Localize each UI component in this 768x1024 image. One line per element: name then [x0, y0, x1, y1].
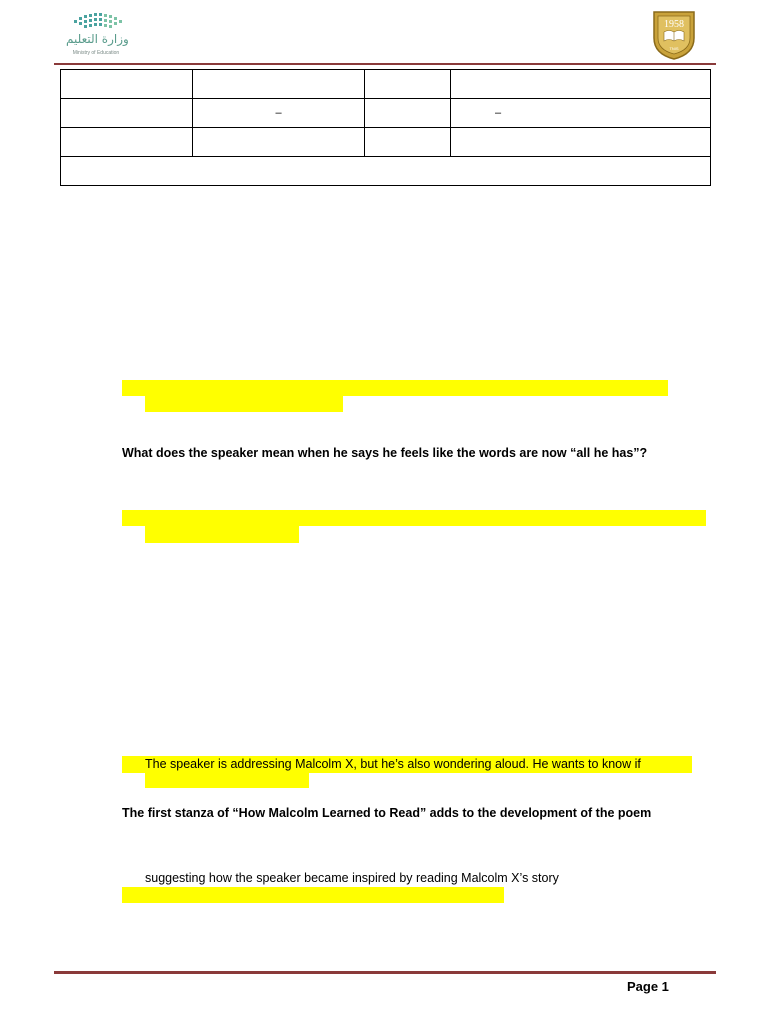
- table-cell: –: [193, 99, 365, 128]
- ministry-name-english: Ministry of Education: [72, 50, 120, 56]
- info-table: [60, 69, 711, 186]
- highlight-bar: [145, 526, 299, 543]
- answer-line-1: The speaker is addressing Malcolm X, but he’s also wondering aloud. He wants to know if: [145, 757, 641, 771]
- table-row: [61, 128, 711, 157]
- table-cell: [61, 157, 711, 186]
- ministry-name-arabic: وزارة التعليم: [66, 32, 129, 46]
- table-row: [61, 157, 711, 186]
- highlight-bar: [122, 380, 668, 396]
- table-cell: [451, 128, 711, 157]
- highlight-bar: [122, 887, 504, 903]
- footer-rule: [54, 971, 716, 974]
- highlight-bar: [145, 773, 309, 788]
- school-seal-icon: [650, 8, 698, 60]
- table-cell: [451, 70, 711, 99]
- table-cell: [365, 70, 451, 99]
- highlight-bar: [122, 510, 706, 526]
- header-rule: [54, 63, 716, 65]
- table-cell: [61, 70, 193, 99]
- page-number: Page 1: [627, 979, 669, 994]
- table-cell: –: [451, 99, 711, 128]
- table-cell: [193, 128, 365, 157]
- question-2: The first stanza of “How Malcolm Learned to Read” adds to the development of the poem: [122, 806, 652, 820]
- seal-caption: TNIS: [669, 46, 679, 51]
- table-cell: [365, 128, 451, 157]
- table-cell: [61, 128, 193, 157]
- table-cell: [365, 99, 451, 128]
- table-row: [61, 70, 711, 99]
- highlight-bar: [145, 396, 343, 412]
- question-1: What does the speaker mean when he says he feels like the words are now “all he has”?: [122, 446, 648, 460]
- table-cell: [193, 70, 365, 99]
- table-cell: [61, 99, 193, 128]
- ministry-logo: [66, 12, 128, 62]
- logo-dots-icon: [74, 12, 122, 30]
- answer-line-2: suggesting how the speaker became inspired by reading Malcolm X’s story: [145, 871, 559, 885]
- table-row: [61, 99, 711, 128]
- seal-year: 1958: [664, 19, 684, 30]
